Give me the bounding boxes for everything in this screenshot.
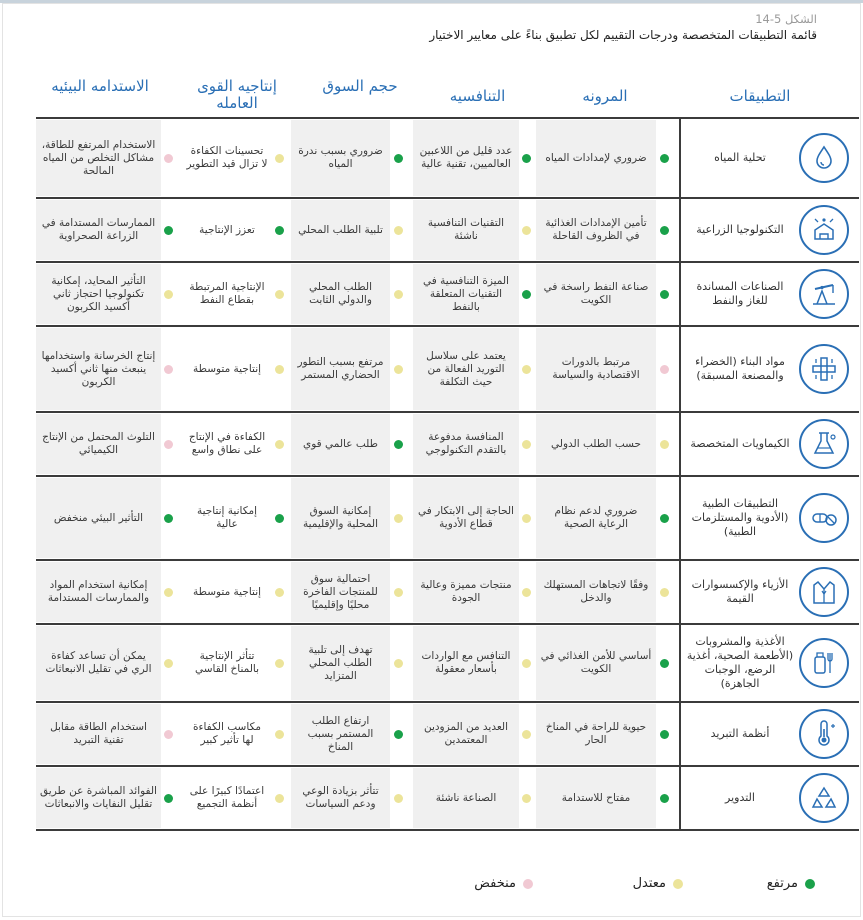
sustainability-rating-dot-high bbox=[164, 226, 173, 235]
application-cell bbox=[681, 562, 859, 622]
application-name: الأزياء والإكسسوارات القيمة bbox=[691, 578, 789, 605]
row-divider bbox=[36, 701, 859, 703]
sustainability-rating-dot-low bbox=[164, 730, 173, 739]
figure-number: الشكل 5-14 bbox=[755, 12, 817, 26]
application-cell bbox=[681, 200, 859, 260]
sustainability-text: التأثير المحايد، إمكانية تكنولوجيا احتجاز ثاني أكسيد الكربون bbox=[51, 274, 146, 313]
application-cell bbox=[681, 478, 859, 558]
legend-moderate bbox=[633, 876, 683, 891]
sustainability-cell bbox=[36, 704, 161, 764]
application-name: التدوير bbox=[725, 791, 755, 804]
workforce-productivity-text: الإنتاجية المرتبطة بقطاع النفط bbox=[189, 281, 265, 306]
workforce-productivity-text: إنتاجية متوسطة bbox=[192, 362, 262, 375]
row-divider bbox=[36, 829, 859, 831]
flexibility-cell bbox=[536, 562, 656, 622]
application-name: الصناعات المساندة للغاز والنفط bbox=[696, 280, 784, 307]
application-name: التكنولوجيا الزراعية bbox=[696, 223, 784, 236]
sustainability-rating-dot-moderate bbox=[164, 659, 173, 668]
competitiveness-text: الميزة التنافسية في التقنيات المتعلقة بالنفط bbox=[423, 274, 509, 313]
flexibility-cell bbox=[536, 478, 656, 558]
market-size-cell bbox=[291, 704, 390, 764]
competitiveness-text: التقنيات التنافسية ناشئة bbox=[427, 217, 505, 242]
sustainability-cell bbox=[36, 328, 161, 410]
application-name: التطبيقات الطبية (الأدوية والمستلزمات الطبية) bbox=[691, 497, 789, 538]
header-applications: التطبيقات bbox=[729, 87, 791, 105]
workforce-productivity-cell bbox=[182, 120, 272, 196]
header-environmental-sustainability: الاستدامه البيئيه bbox=[51, 77, 149, 95]
market-size-cell bbox=[291, 414, 390, 474]
market-size-text: تهدف إلى تلبية الطلب المحلي المتزايد bbox=[308, 643, 373, 682]
workforce-productivity-rating-dot-moderate bbox=[275, 794, 284, 803]
workforce-productivity-text: إمكانية إنتاجية عالية bbox=[196, 505, 258, 530]
flexibility-cell bbox=[536, 414, 656, 474]
row-divider bbox=[36, 765, 859, 767]
market-size-text: ضروري بسبب ندرة المياه bbox=[298, 145, 383, 170]
row-divider bbox=[36, 475, 859, 477]
competitiveness-cell bbox=[413, 328, 519, 410]
market-size-rating-dot-moderate bbox=[394, 290, 403, 299]
competitiveness-rating-dot-moderate bbox=[522, 730, 531, 739]
competitiveness-text: الحاجة إلى الابتكار في قطاع الأدوية bbox=[418, 505, 514, 530]
workforce-productivity-text: مكاسب الكفاءة لها تأثير كبير bbox=[193, 721, 261, 746]
competitiveness-cell bbox=[413, 626, 519, 700]
competitiveness-cell bbox=[413, 562, 519, 622]
market-size-cell bbox=[291, 264, 390, 324]
flexibility-cell bbox=[536, 704, 656, 764]
workforce-productivity-cell bbox=[182, 264, 272, 324]
market-size-rating-dot-moderate bbox=[394, 588, 403, 597]
sustainability-text: إنتاج الخرسانة واستخدامها ينبعث منها ثاني أكسيد الكربون bbox=[41, 349, 156, 388]
flexibility-cell bbox=[536, 768, 656, 828]
flexibility-text: مرتبط بالدورات الاقتصادية والسياسة bbox=[552, 356, 640, 381]
market-size-cell bbox=[291, 200, 390, 260]
row-divider bbox=[36, 261, 859, 263]
competitiveness-cell bbox=[413, 414, 519, 474]
competitiveness-cell bbox=[413, 768, 519, 828]
sustainability-rating-dot-moderate bbox=[164, 588, 173, 597]
application-cell bbox=[681, 120, 859, 196]
header-market-size: حجم السوق bbox=[322, 77, 398, 95]
competitiveness-text: عدد قليل من اللاعبين العالميين، تقنية عالية bbox=[419, 145, 513, 170]
flexibility-rating-dot-high bbox=[660, 659, 669, 668]
market-size-text: مرتفع بسبب التطور الحضاري المستمر bbox=[297, 356, 384, 381]
workforce-productivity-rating-dot-moderate bbox=[275, 290, 284, 299]
competitiveness-text: يعتمد على سلاسل التوريد الفعالة من حيث التكلفة bbox=[426, 349, 506, 388]
application-cell bbox=[681, 704, 859, 764]
market-size-text: احتمالية سوق للمنتجات الفاخرة محليًا وإقليميًا bbox=[303, 572, 378, 611]
competitiveness-cell bbox=[413, 704, 519, 764]
sustainability-cell bbox=[36, 200, 161, 260]
workforce-productivity-text: اعتمادًا كبيرًا على أنظمة التجميع bbox=[189, 785, 265, 810]
sustainability-text: استخدام الطاقة مقابل تقنية التبريد bbox=[50, 721, 147, 746]
application-name: تحلية المياه bbox=[714, 151, 766, 164]
legend-low-dot bbox=[523, 879, 533, 889]
sustainability-cell bbox=[36, 414, 161, 474]
flexibility-text: حيوية للراحة في المناخ الحار bbox=[545, 721, 647, 746]
workforce-productivity-rating-dot-moderate bbox=[275, 588, 284, 597]
sustainability-cell bbox=[36, 626, 161, 700]
application-name: مواد البناء (الخضراء والمصنعة المسبقة) bbox=[695, 355, 785, 382]
application-cell bbox=[681, 264, 859, 324]
competitiveness-rating-dot-moderate bbox=[522, 440, 531, 449]
competitiveness-rating-dot-high bbox=[522, 154, 531, 163]
flexibility-text: حسب الطلب الدولي bbox=[551, 437, 642, 450]
workforce-productivity-text: تعزز الإنتاجية bbox=[199, 223, 255, 236]
smart-farm-icon bbox=[799, 205, 849, 255]
sustainability-rating-dot-low bbox=[164, 154, 173, 163]
market-size-text: تتأثر بزيادة الوعي ودعم السياسات bbox=[302, 785, 379, 810]
figure-title: قائمة التطبيقات المتخصصة ودرجات التقييم لكل تطبيق بناءً على معايير الاختيار bbox=[429, 28, 817, 42]
sustainability-cell bbox=[36, 768, 161, 828]
market-size-rating-dot-high bbox=[394, 730, 403, 739]
fashion-suit-icon bbox=[799, 567, 849, 617]
row-divider bbox=[36, 559, 859, 561]
competitiveness-rating-dot-moderate bbox=[522, 365, 531, 374]
flexibility-cell bbox=[536, 200, 656, 260]
legend-high bbox=[767, 876, 815, 891]
flexibility-text: صناعة النفط راسخة في الكويت bbox=[543, 281, 649, 306]
workforce-productivity-rating-dot-moderate bbox=[275, 659, 284, 668]
market-size-rating-dot-moderate bbox=[394, 365, 403, 374]
market-size-cell bbox=[291, 120, 390, 196]
legend-moderate-label: معتدل bbox=[632, 876, 666, 891]
recycling-icon bbox=[799, 773, 849, 823]
market-size-rating-dot-moderate bbox=[394, 514, 403, 523]
workforce-productivity-cell bbox=[182, 562, 272, 622]
competitiveness-rating-dot-moderate bbox=[522, 514, 531, 523]
sustainability-cell bbox=[36, 478, 161, 558]
market-size-text: طلب عالمي قوي bbox=[303, 437, 378, 450]
workforce-productivity-text: إنتاجية متوسطة bbox=[192, 585, 262, 598]
workforce-productivity-rating-dot-moderate bbox=[275, 730, 284, 739]
market-size-text: إمكانية السوق المحلية والإقليمية bbox=[302, 505, 379, 530]
application-name: أنظمة التبريد bbox=[710, 727, 770, 740]
sustainability-rating-dot-high bbox=[164, 514, 173, 523]
workforce-productivity-text: الكفاءة في الإنتاج على نطاق واسع bbox=[188, 431, 266, 456]
flexibility-cell bbox=[536, 626, 656, 700]
workforce-productivity-cell bbox=[182, 478, 272, 558]
food-beverage-icon bbox=[799, 638, 849, 688]
flexibility-text: وفقًا لاتجاهات المستهلك والدخل bbox=[543, 579, 649, 604]
flexibility-text: مفتاح للاستدامة bbox=[561, 791, 631, 804]
flexibility-rating-dot-high bbox=[660, 794, 669, 803]
market-size-rating-dot-moderate bbox=[394, 226, 403, 235]
workforce-productivity-rating-dot-high bbox=[275, 226, 284, 235]
workforce-productivity-cell bbox=[182, 414, 272, 474]
competitiveness-cell bbox=[413, 200, 519, 260]
sustainability-rating-dot-high bbox=[164, 794, 173, 803]
sustainability-cell bbox=[36, 264, 161, 324]
competitiveness-cell bbox=[413, 478, 519, 558]
application-cell bbox=[681, 768, 859, 828]
row-divider bbox=[36, 197, 859, 199]
header-workforce-productivity: إنتاجيه القوى العامله bbox=[197, 77, 277, 112]
header-flexibility: المرونه bbox=[582, 87, 628, 105]
cooling-thermometer-icon bbox=[799, 709, 849, 759]
workforce-productivity-text: تتأثر الإنتاجية بالمناخ القاسي bbox=[194, 650, 260, 675]
sustainability-cell bbox=[36, 120, 161, 196]
application-name: الكيماويات المتخصصة bbox=[690, 437, 790, 450]
market-size-rating-dot-high bbox=[394, 440, 403, 449]
workforce-productivity-rating-dot-moderate bbox=[275, 440, 284, 449]
market-size-rating-dot-moderate bbox=[394, 659, 403, 668]
flexibility-rating-dot-high bbox=[660, 154, 669, 163]
workforce-productivity-rating-dot-high bbox=[275, 514, 284, 523]
sustainability-text: الاستخدام المرتفع للطاقة، مشاكل التخلص من المياه المالحة bbox=[41, 138, 156, 177]
market-size-text: ارتفاع الطلب المستمر بسبب المناخ bbox=[307, 714, 374, 753]
competitiveness-rating-dot-moderate bbox=[522, 659, 531, 668]
sustainability-rating-dot-low bbox=[164, 440, 173, 449]
market-size-rating-dot-moderate bbox=[394, 794, 403, 803]
workforce-productivity-rating-dot-moderate bbox=[275, 365, 284, 374]
flexibility-text: ضروري لدعم نظام الرعاية الصحية bbox=[554, 505, 638, 530]
flexibility-rating-dot-high bbox=[660, 730, 669, 739]
sustainability-text: التأثير البيئي منخفض bbox=[53, 511, 144, 524]
competitiveness-rating-dot-moderate bbox=[522, 226, 531, 235]
market-size-cell bbox=[291, 626, 390, 700]
sustainability-text: الممارسات المستدامة في الزراعة الصحراوية bbox=[41, 217, 156, 242]
legend-low-label: منخفض bbox=[474, 876, 516, 891]
oil-pump-icon bbox=[799, 269, 849, 319]
application-cell bbox=[681, 414, 859, 474]
building-materials-icon bbox=[799, 344, 849, 394]
legend-low bbox=[474, 876, 533, 891]
sustainability-cell bbox=[36, 562, 161, 622]
competitiveness-rating-dot-moderate bbox=[522, 794, 531, 803]
competitiveness-text: العديد من المزودين المعتمدين bbox=[423, 721, 509, 746]
flexibility-rating-dot-high bbox=[660, 226, 669, 235]
workforce-productivity-cell bbox=[182, 768, 272, 828]
flexibility-rating-dot-moderate bbox=[660, 440, 669, 449]
competitiveness-rating-dot-high bbox=[522, 290, 531, 299]
flexibility-rating-dot-high bbox=[660, 514, 669, 523]
legend-high-label: مرتفع bbox=[766, 876, 798, 891]
legend-moderate-dot bbox=[673, 879, 683, 889]
flexibility-rating-dot-moderate bbox=[660, 588, 669, 597]
market-size-text: الطلب المحلي والدولي الثابت bbox=[308, 281, 373, 306]
workforce-productivity-cell bbox=[182, 328, 272, 410]
market-size-text: تلبية الطلب المحلي bbox=[298, 223, 383, 236]
application-cell bbox=[681, 626, 859, 700]
flexibility-text: تأمين الإمدادات الغذائية في الظروف القاحلة bbox=[545, 217, 647, 242]
application-name: الأغذية والمشروبات (الأطعمة الصحية، أغذية الرضع، الوجبات الجاهزة) bbox=[686, 635, 794, 690]
flexibility-text: ضروري لإمدادات المياه bbox=[545, 151, 647, 164]
competitiveness-text: المنافسة مدفوعة بالتقدم التكنولوجي bbox=[425, 431, 507, 456]
legend-high-dot bbox=[805, 879, 815, 889]
competitiveness-text: الصناعة ناشئة bbox=[435, 791, 497, 804]
row-divider bbox=[36, 411, 859, 413]
market-size-cell bbox=[291, 768, 390, 828]
flexibility-cell bbox=[536, 264, 656, 324]
workforce-productivity-rating-dot-moderate bbox=[275, 154, 284, 163]
market-size-cell bbox=[291, 562, 390, 622]
sustainability-text: التلوث المحتمل من الإنتاج الكيميائي bbox=[42, 431, 155, 456]
flexibility-cell bbox=[536, 120, 656, 196]
flexibility-text: أساسي للأمن الغذائي في الكويت bbox=[540, 650, 652, 675]
sustainability-text: يمكن أن تساعد كفاءة الري في تقليل الانبعاثات bbox=[45, 650, 152, 675]
flexibility-cell bbox=[536, 328, 656, 410]
competitiveness-cell bbox=[413, 264, 519, 324]
row-divider bbox=[36, 117, 859, 119]
market-size-cell bbox=[291, 328, 390, 410]
application-cell bbox=[681, 328, 859, 410]
market-size-cell bbox=[291, 478, 390, 558]
sustainability-rating-dot-low bbox=[164, 365, 173, 374]
competitiveness-cell bbox=[413, 120, 519, 196]
flexibility-rating-dot-high bbox=[660, 290, 669, 299]
medicine-pills-icon bbox=[799, 493, 849, 543]
workforce-productivity-cell bbox=[182, 200, 272, 260]
flexibility-rating-dot-low bbox=[660, 365, 669, 374]
sustainability-rating-dot-moderate bbox=[164, 290, 173, 299]
market-size-rating-dot-high bbox=[394, 154, 403, 163]
competitiveness-text: منتجات مميزة وعالية الجودة bbox=[420, 579, 512, 604]
workforce-productivity-cell bbox=[182, 704, 272, 764]
workforce-productivity-cell bbox=[182, 626, 272, 700]
row-divider bbox=[36, 623, 859, 625]
workforce-productivity-text: تحسينات الكفاءة لا تزال قيد التطوير bbox=[186, 145, 268, 170]
chemistry-flask-icon bbox=[799, 419, 849, 469]
sustainability-text: الفوائد المباشرة عن طريق تقليل النفايات والانبعاثات bbox=[40, 785, 157, 810]
sustainability-text: إمكانية استخدام المواد والممارسات المستدامة bbox=[47, 579, 150, 604]
header-competitiveness: التنافسيه bbox=[449, 87, 506, 105]
competitiveness-rating-dot-moderate bbox=[522, 588, 531, 597]
competitiveness-text: التنافس مع الواردات بأسعار معقولة bbox=[421, 650, 511, 675]
water-drop-icon bbox=[799, 133, 849, 183]
row-divider bbox=[36, 325, 859, 327]
